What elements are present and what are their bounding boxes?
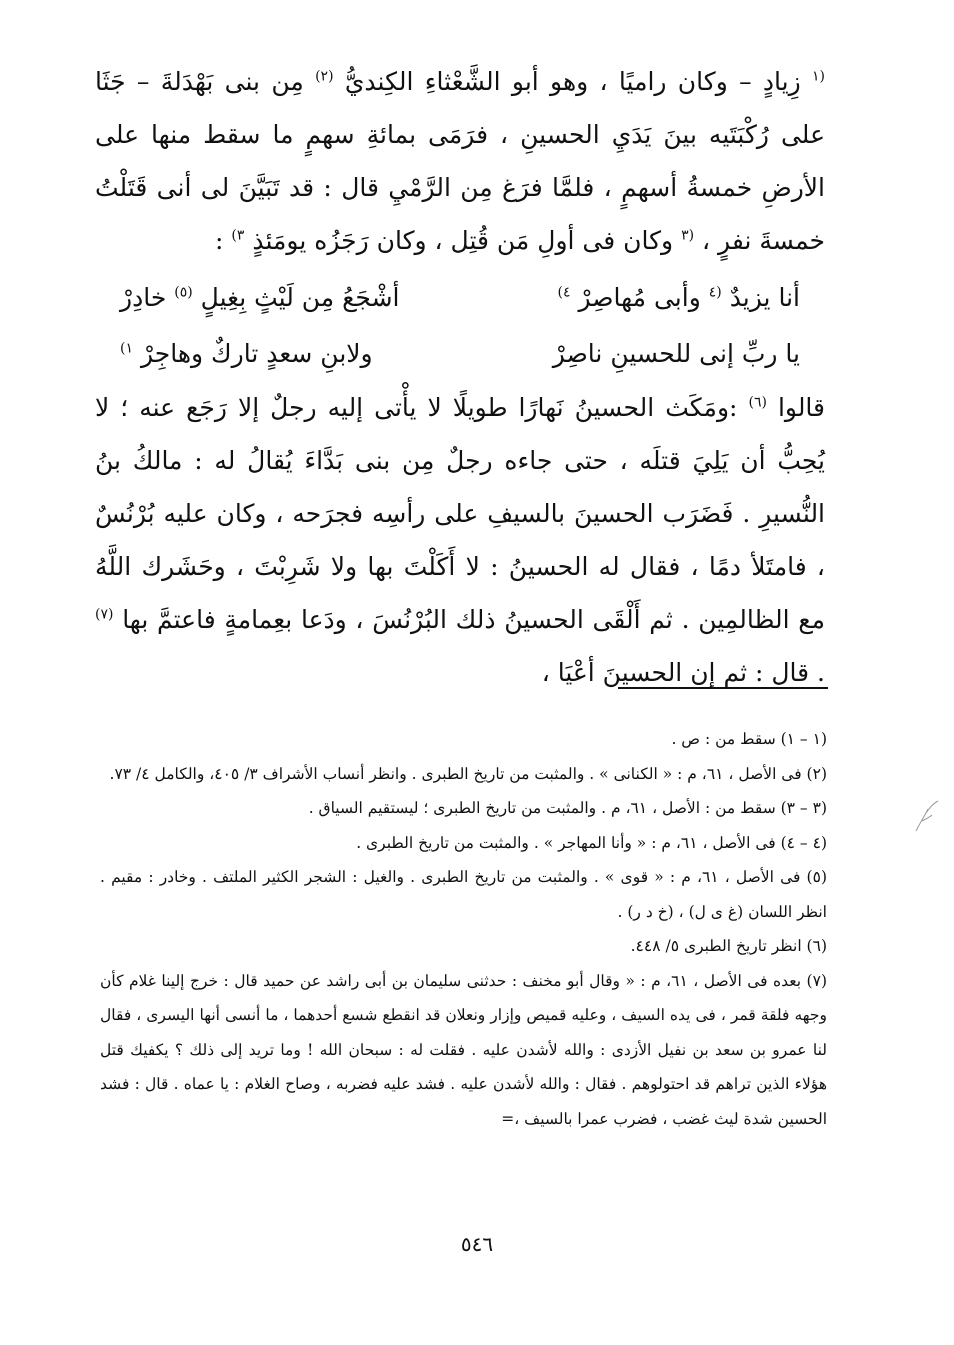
paragraph-1 bbox=[95, 55, 825, 267]
verse-text: وأبى مُهاصِرْ bbox=[578, 282, 701, 312]
verse-text: أنا يزيدٌ bbox=[729, 282, 800, 312]
verse-text: أشْجَعُ مِن لَيْثٍ بِغِيلٍ bbox=[200, 282, 400, 312]
text-line: الحسينُ ذلك البُرْنُسَ ، ودَعا بعِمامةٍ فاعتمَّ بها bbox=[122, 605, 584, 634]
footnote-marker: (٥) bbox=[174, 284, 193, 301]
poem bbox=[95, 269, 825, 381]
footnote-marker: (١ bbox=[811, 68, 825, 85]
footnote-5: (٥) فى الأصل ، ٦١، م : « قوى » . والمثبت من تاريخ الطبرى . والغيل : الشجر الكثير الملتف . وخادر : مقيم . انظر اللسان (غ ى ل) ، (خ د ر) . bbox=[100, 868, 827, 921]
footnote-4: (٤ – ٤) فى الأصل ، ٦١، م : « وأنا المهاجر » . والمثبت من تاريخ الطبرى . bbox=[356, 833, 827, 852]
text-line: زِيادٍ – وكان راميًا ، وهو أبو الشَّعْثاءِ الكِنديُّ bbox=[344, 67, 801, 96]
footnote-6: (٦) انظر تاريخ الطبرى ٥/ ٤٤٨. bbox=[630, 937, 827, 955]
hemistich-left bbox=[120, 271, 399, 324]
footnote-marker: ١) bbox=[120, 340, 133, 357]
text-line: أسهمٍ ، فلمَّا فرَغ مِن الرَّمْيِ قال : قد تَبَيَّنَ لى أنى قَتَلْتُ خمسةَ نفرٍ ، bbox=[95, 173, 825, 255]
footnote-marker: ٤) bbox=[557, 284, 571, 301]
verse-text: خادِرْ bbox=[120, 282, 167, 312]
footnotes bbox=[100, 722, 827, 1136]
footnote-7: (٧) بعده فى الأصل ، ٦١، م : « وقال أبو مخنف : حدثنى سليمان بن أبى راشد عن حميد قال : خرج إلينا غلام كأن وجهه فلقة قمر ، فى يده السيف ، وعليه قميص وإزار ونعلان قد انقطع شسع أحدهما ، ما أنسى أنها اليسرى ، فقال لنا عمرو بن سعد بن نفيل الأزدى : والله لأشدن عليه . فقلت له : سبحان الله ! وما تريد إلى ذلك ؟ يكفيك قتل هؤلاء الذين تراهم قد احتولوهم . فقال : والله لأشدن عليه . فشد عليه فضربه ، وصاح الغلام : يا عماه . قال : فشد الحسين شدة ليث غضب ، فضرب عمرا بالسيف ،= bbox=[100, 971, 827, 1128]
verse-1 bbox=[95, 269, 825, 325]
footnote-1: (١ – ١) سقط من : ص . bbox=[671, 730, 827, 748]
text-line: قالوا bbox=[777, 393, 825, 422]
text-line: رُكْبَتَيه بينَ يَدَيِ الحسينِ ، فرَمَى بمائةِ سهمٍ ما سقط منها على الأرضِ خمسةُ bbox=[95, 120, 825, 202]
text-line: . قال : ثم إن الحسينَ أعْيَا ، bbox=[541, 658, 825, 687]
margin-scribble-mark bbox=[912, 795, 942, 835]
hemistich-right: يا ربِّ إنى للحسينِ ناصِرْ bbox=[552, 338, 800, 368]
footnote-marker: (٦) bbox=[748, 394, 767, 411]
hemistich-left bbox=[120, 327, 373, 380]
page-number: ٥٤٦ bbox=[460, 1232, 494, 1256]
text-line: فَضَرَب الحسينَ بالسيفِ على رأسِه فجرَحه ، وكان عليه بُرْنُسٌ ، فامتَلأ دمًا ، bbox=[95, 499, 825, 581]
footnote-divider bbox=[618, 687, 828, 689]
footnote-marker: (٤ bbox=[708, 284, 722, 301]
text-line: يُحِبُّ أن يَلِيَ قتلَه ، حتى جاءه رجلٌ مِن بنى بَدَّاءَ يُقالُ له : مالكُ بنُ النُّسيرِ . bbox=[95, 446, 826, 528]
paragraph-2 bbox=[95, 381, 825, 699]
text-line: مِن بنى بَهْدَلةَ – جَثَا على bbox=[95, 67, 825, 149]
footnote-marker: (٣ bbox=[681, 227, 695, 244]
text-line: وكان فى bbox=[582, 226, 674, 255]
footnote-marker: ٣) bbox=[231, 227, 245, 244]
text-line: فقال له الحسينُ : لا أَكَلْتَ بها ولا شَرِبْتَ ، وحَشَرك اللَّهُ مع الظالمِين . ثم أَلْقَى bbox=[95, 552, 825, 634]
text-line: :ومَكَث الحسينُ نَهارًا طويلًا لا يأْتى إليه رجلٌ إلا رَجَع عنه ؛ لا bbox=[95, 393, 738, 422]
main-text bbox=[95, 55, 825, 699]
footnote-marker: (٧) bbox=[95, 606, 114, 623]
text-line: أولِ مَن قُتِل ، وكان رَجَزُه يومَئذٍ bbox=[252, 226, 575, 255]
footnote-3: (٣ – ٣) سقط من : الأصل ، ٦١، م . والمثبت من تاريخ الطبرى ؛ ليستقيم السياق . bbox=[308, 799, 827, 817]
hemistich-right bbox=[558, 271, 801, 324]
verse-text: ولابنِ سعدٍ تاركٌ وهاجِرْ bbox=[140, 338, 373, 368]
text-line: : bbox=[215, 226, 224, 255]
footnote-2: (٢) فى الأصل ، ٦١، م : « الكنانى » . والمثبت من تاريخ الطبرى . وانظر أنساب الأشراف ٣/ ٤٠٥، والكامل ٤/ ٧٣. bbox=[109, 764, 827, 783]
footnote-marker: (٢) bbox=[315, 68, 334, 85]
verse-2 bbox=[95, 325, 825, 381]
